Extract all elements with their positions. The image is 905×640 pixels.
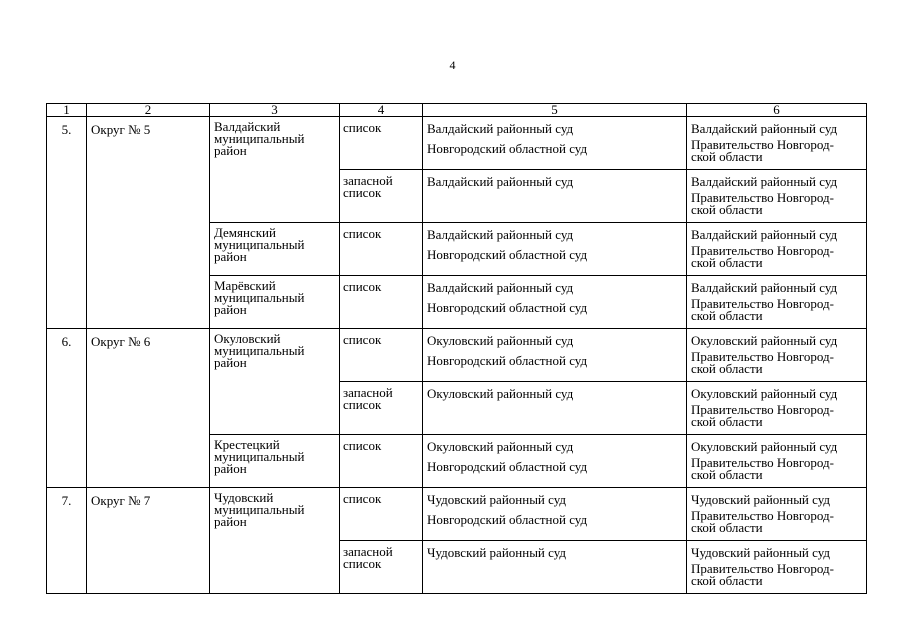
- courts-cell: [423, 382, 687, 435]
- courts-cell: [423, 329, 687, 382]
- okrug-name: Округ № 6: [87, 329, 210, 488]
- court-name: Валдайский районный суд: [427, 280, 574, 295]
- courts-cell: [423, 276, 687, 329]
- authority-line: ской области: [691, 573, 763, 588]
- table-row: [47, 488, 867, 541]
- authority-line: ской области: [691, 149, 763, 164]
- authority-line: Валдайский районный суд: [691, 227, 838, 242]
- authority-line: ской области: [691, 520, 763, 535]
- authority-cell: [687, 435, 867, 488]
- list-type: список: [340, 488, 423, 541]
- district-name: Демянский муниципальный район: [210, 223, 340, 276]
- page-number: 4: [449, 58, 456, 72]
- authority-line: Правительство Новгород-: [691, 455, 834, 470]
- authority-line: Правительство Новгород-: [691, 190, 834, 205]
- authority-line: Валдайский районный суд: [691, 121, 838, 136]
- authority-cell: [687, 488, 867, 541]
- table-row: [47, 117, 867, 170]
- authority-line: Правительство Новгород-: [691, 296, 834, 311]
- authority-cell: [687, 117, 867, 170]
- authority-line: Окуловский районный суд: [691, 333, 838, 348]
- authority-line: Правительство Новгород-: [691, 349, 834, 364]
- authority-line: Окуловский районный суд: [691, 439, 838, 454]
- col-header-4: 4: [340, 104, 423, 117]
- list-type: список: [340, 117, 423, 170]
- authority-line: Окуловский районный суд: [691, 386, 838, 401]
- court-name: Новгородский областной суд: [427, 247, 588, 262]
- authority-line: ской области: [691, 308, 763, 323]
- court-name: Новгородский областной суд: [427, 353, 588, 368]
- authority-line: ской области: [691, 467, 763, 482]
- authority-line: Чудовский районный суд: [691, 545, 831, 560]
- col-header-1: 1: [47, 104, 87, 117]
- authority-line: ской области: [691, 414, 763, 429]
- court-name: Чудовский районный суд: [427, 545, 567, 560]
- courts-cell: [423, 223, 687, 276]
- authority-cell: [687, 223, 867, 276]
- table-body: [47, 117, 867, 594]
- authority-line: Валдайский районный суд: [691, 174, 838, 189]
- authority-cell: [687, 382, 867, 435]
- authority-line: Правительство Новгород-: [691, 561, 834, 576]
- court-name: Чудовский районный суд: [427, 492, 567, 507]
- authority-line: Правительство Новгород-: [691, 243, 834, 258]
- authority-line: ской области: [691, 361, 763, 376]
- okrug-name: Округ № 7: [87, 488, 210, 594]
- authority-line: Валдайский районный суд: [691, 280, 838, 295]
- authority-cell: [687, 276, 867, 329]
- courts-cell: [423, 488, 687, 541]
- header-row: [47, 104, 867, 117]
- courts-cell: [423, 541, 687, 594]
- courts-cell: [423, 435, 687, 488]
- okrug-table: [46, 103, 867, 594]
- okrug-number: 7.: [47, 488, 87, 594]
- authority-cell: [687, 541, 867, 594]
- district-name: Марёвский муниципальный район: [210, 276, 340, 329]
- court-name: Новгородский областной суд: [427, 300, 588, 315]
- authority-line: ской области: [691, 202, 763, 217]
- okrug-name: Округ № 5: [87, 117, 210, 329]
- courts-cell: [423, 117, 687, 170]
- court-name: Новгородский областной суд: [427, 141, 588, 156]
- district-name: Валдайский муниципальный район: [210, 117, 340, 223]
- col-header-2: 2: [87, 104, 210, 117]
- list-type: список: [340, 435, 423, 488]
- authority-line: Чудовский районный суд: [691, 492, 831, 507]
- authority-line: Правительство Новгород-: [691, 508, 834, 523]
- list-type: запасной список: [340, 170, 423, 223]
- col-header-3: 3: [210, 104, 340, 117]
- court-name: Новгородский областной суд: [427, 512, 588, 527]
- court-name: Новгородский областной суд: [427, 459, 588, 474]
- court-name: Валдайский районный суд: [427, 121, 574, 136]
- courts-cell: [423, 170, 687, 223]
- table-row: [47, 329, 867, 382]
- court-name: Окуловский районный суд: [427, 439, 574, 454]
- list-type: список: [340, 329, 423, 382]
- col-header-5: 5: [423, 104, 687, 117]
- list-type: список: [340, 223, 423, 276]
- okrug-number: 6.: [47, 329, 87, 488]
- list-type: запасной список: [340, 382, 423, 435]
- court-name: Окуловский районный суд: [427, 333, 574, 348]
- authority-line: Правительство Новгород-: [691, 137, 834, 152]
- authority-line: ской области: [691, 255, 763, 270]
- col-header-6: 6: [687, 104, 867, 117]
- district-name: Окуловский муниципальный район: [210, 329, 340, 435]
- court-name: Валдайский районный суд: [427, 227, 574, 242]
- list-type: запасной список: [340, 541, 423, 594]
- authority-line: Правительство Новгород-: [691, 402, 834, 417]
- court-name: Окуловский районный суд: [427, 386, 574, 401]
- okrug-number: 5.: [47, 117, 87, 329]
- list-type: список: [340, 276, 423, 329]
- court-name: Валдайский районный суд: [427, 174, 574, 189]
- authority-cell: [687, 329, 867, 382]
- authority-cell: [687, 170, 867, 223]
- district-name: Крестецкий муниципальный район: [210, 435, 340, 488]
- district-name: Чудовский муниципальный район: [210, 488, 340, 594]
